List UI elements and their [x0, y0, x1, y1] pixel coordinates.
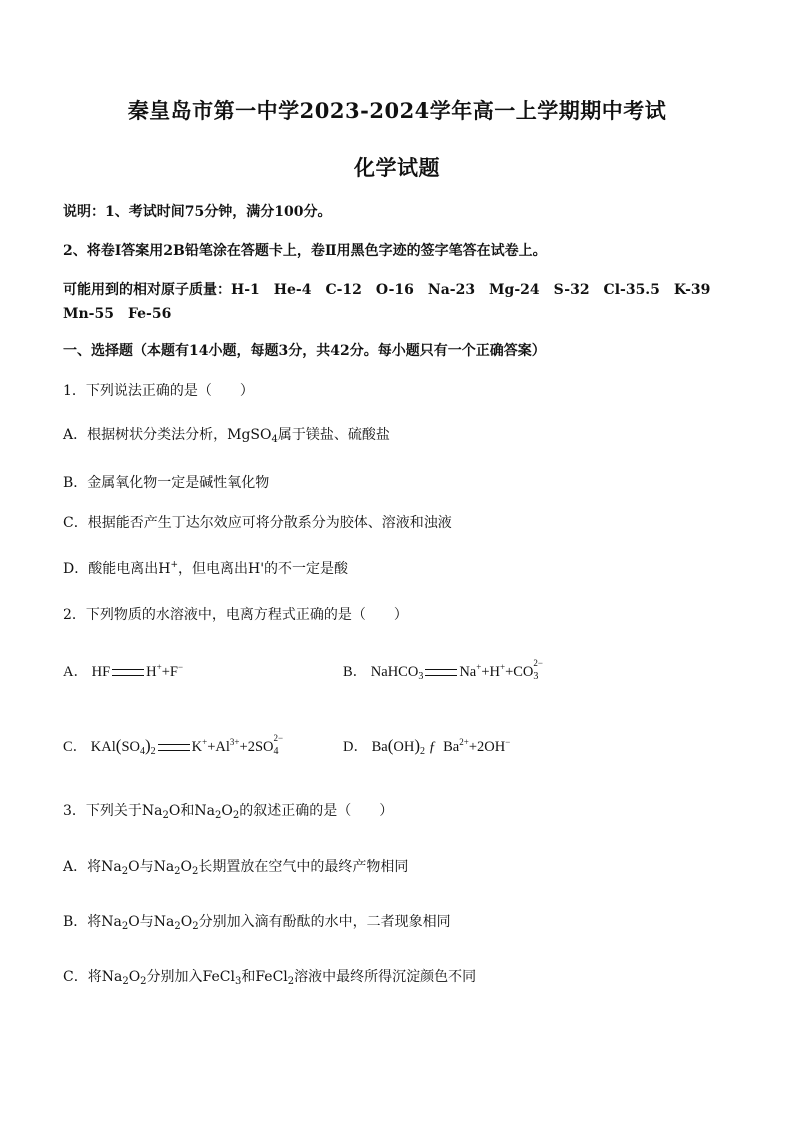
- question-2-option-d: D． $Ba(OH)_2$ ƒ $Ba^{2+}+2OH^-$: [343, 736, 511, 757]
- q2-c-rhs1: K: [191, 739, 203, 755]
- option-d-text-2: ，但电离出H'的不一定是酸: [177, 561, 349, 577]
- q2-b-rhs2: H: [489, 664, 500, 680]
- q2-a-plus: +: [161, 664, 170, 680]
- q2-a-label: A．: [63, 664, 88, 680]
- question-2-stem: 2．下列物质的水溶液中，电离方程式正确的是（ ）: [63, 607, 408, 623]
- q2-d-lhs2: OH: [393, 739, 415, 755]
- section-heading: 一、选择题（本题有14小题，每题3分，共42分。每小题只有一个正确答案）: [63, 343, 546, 359]
- q2-d-rhs2: 2OH: [477, 739, 506, 755]
- question-1-option-c: C．根据能否产生丁达尔效应可将分散系分为胶体、溶液和浊液: [63, 515, 452, 531]
- instruction-line-1: 说明：1、考试时间75分钟，满分100分。: [63, 204, 332, 220]
- atomic-masses-line-1: 可能用到的相对原子质量：H-1 He-4 C-12 O-16 Na-23 Mg-24 S-32 Cl-35.5 K-39: [63, 282, 711, 298]
- q2-a-rhs1-charge: +: [156, 662, 162, 672]
- q2-a-rhs2-charge: −: [177, 662, 184, 672]
- equals-sign: [112, 669, 144, 676]
- q2-d-lhs1: Ba: [371, 739, 388, 755]
- question-3-stem: 3．下列关于$Na_2O$和$Na_2O_2$的叙述正确的是（ ）: [63, 803, 394, 821]
- exam-subtitle: 化学试题: [354, 155, 440, 180]
- q2-a-rhs2: F: [169, 664, 178, 680]
- q2-d-symbol: ƒ: [428, 739, 436, 755]
- q2-a-lhs: HF: [91, 664, 111, 680]
- q2-c-lhs1: KAl: [90, 739, 116, 755]
- question-1-option-b: B．金属氧化物一定是碱性氧化物: [63, 475, 270, 491]
- question-3-option-c: C．将$Na_2O_2$分别加入FeCl$_3$和FeCl$_2$溶液中最终所得沉淀颜色不同: [63, 969, 477, 987]
- q2-c-label: C．: [63, 739, 88, 755]
- question-2-option-c: C． $KAl(SO_4)_2$ $K^++Al^{3+}+2SO$ 2− 4: [63, 735, 287, 757]
- q2-a-rhs1: H: [146, 664, 157, 680]
- option-a-subscript: 4: [271, 434, 278, 445]
- option-a-text-2: 属于镁盐、硫酸盐: [277, 427, 390, 443]
- q2-d-label: D．: [343, 739, 368, 755]
- q2-b-lhs: NaHCO: [370, 664, 419, 680]
- q2-b-rhs1: Na: [459, 664, 477, 680]
- q2-b-lhs-sub: 3: [418, 671, 424, 682]
- q2-b-rhs3: CO: [513, 664, 534, 680]
- q2-c-rhs3-indices: 2− 4: [273, 732, 284, 757]
- option-d-text-1: D．酸能电离出H: [63, 561, 171, 577]
- question-1-stem: 1．下列说法正确的是（ ）: [63, 383, 254, 399]
- q2-c-rhs2: Al: [215, 739, 230, 755]
- q2-b-rhs1-charge: +: [476, 662, 482, 672]
- question-1-option-d: [63, 558, 348, 578]
- q2-b-rhs2-charge: +: [500, 662, 506, 672]
- question-3-option-a: A．将$Na_2O$与$Na_2O_2$长期置放在空气中的最终产物相同: [63, 859, 409, 877]
- q2-c-rhs3: 2SO: [247, 739, 274, 755]
- question-2-option-b: B． NaHCO$_3$ Na++H++CO 2− 3: [343, 660, 547, 682]
- q2-d-rhs1: Ba: [443, 739, 460, 755]
- equals-sign: [425, 669, 457, 676]
- option-d-superscript: +: [170, 560, 178, 570]
- instruction-line-2: 2、将卷Ⅰ答案用2B铅笔涂在答题卡上，卷Ⅱ用黑色字迹的签字笔答在试卷上。: [63, 243, 547, 259]
- question-3-option-b: B．将$Na_2O$与$Na_2O_2$分别加入滴有酚酞的水中，二者现象相同: [63, 914, 451, 932]
- atomic-masses-line-2: Mn-55 Fe-56: [63, 306, 172, 322]
- question-1-option-a: [63, 424, 390, 445]
- option-a-text-1: A．根据树状分类法分析，MgSO: [63, 427, 272, 443]
- q2-c-lhs2: SO: [121, 739, 140, 755]
- q2-b-label: B．: [343, 664, 368, 680]
- question-2-option-a: [63, 660, 183, 681]
- q2-b-rhs3-indices: 2− 3: [533, 657, 543, 682]
- exam-title: 秦皇岛市第一中学2023-2024学年高一上学期期中考试: [127, 98, 667, 123]
- equals-sign: [158, 744, 190, 751]
